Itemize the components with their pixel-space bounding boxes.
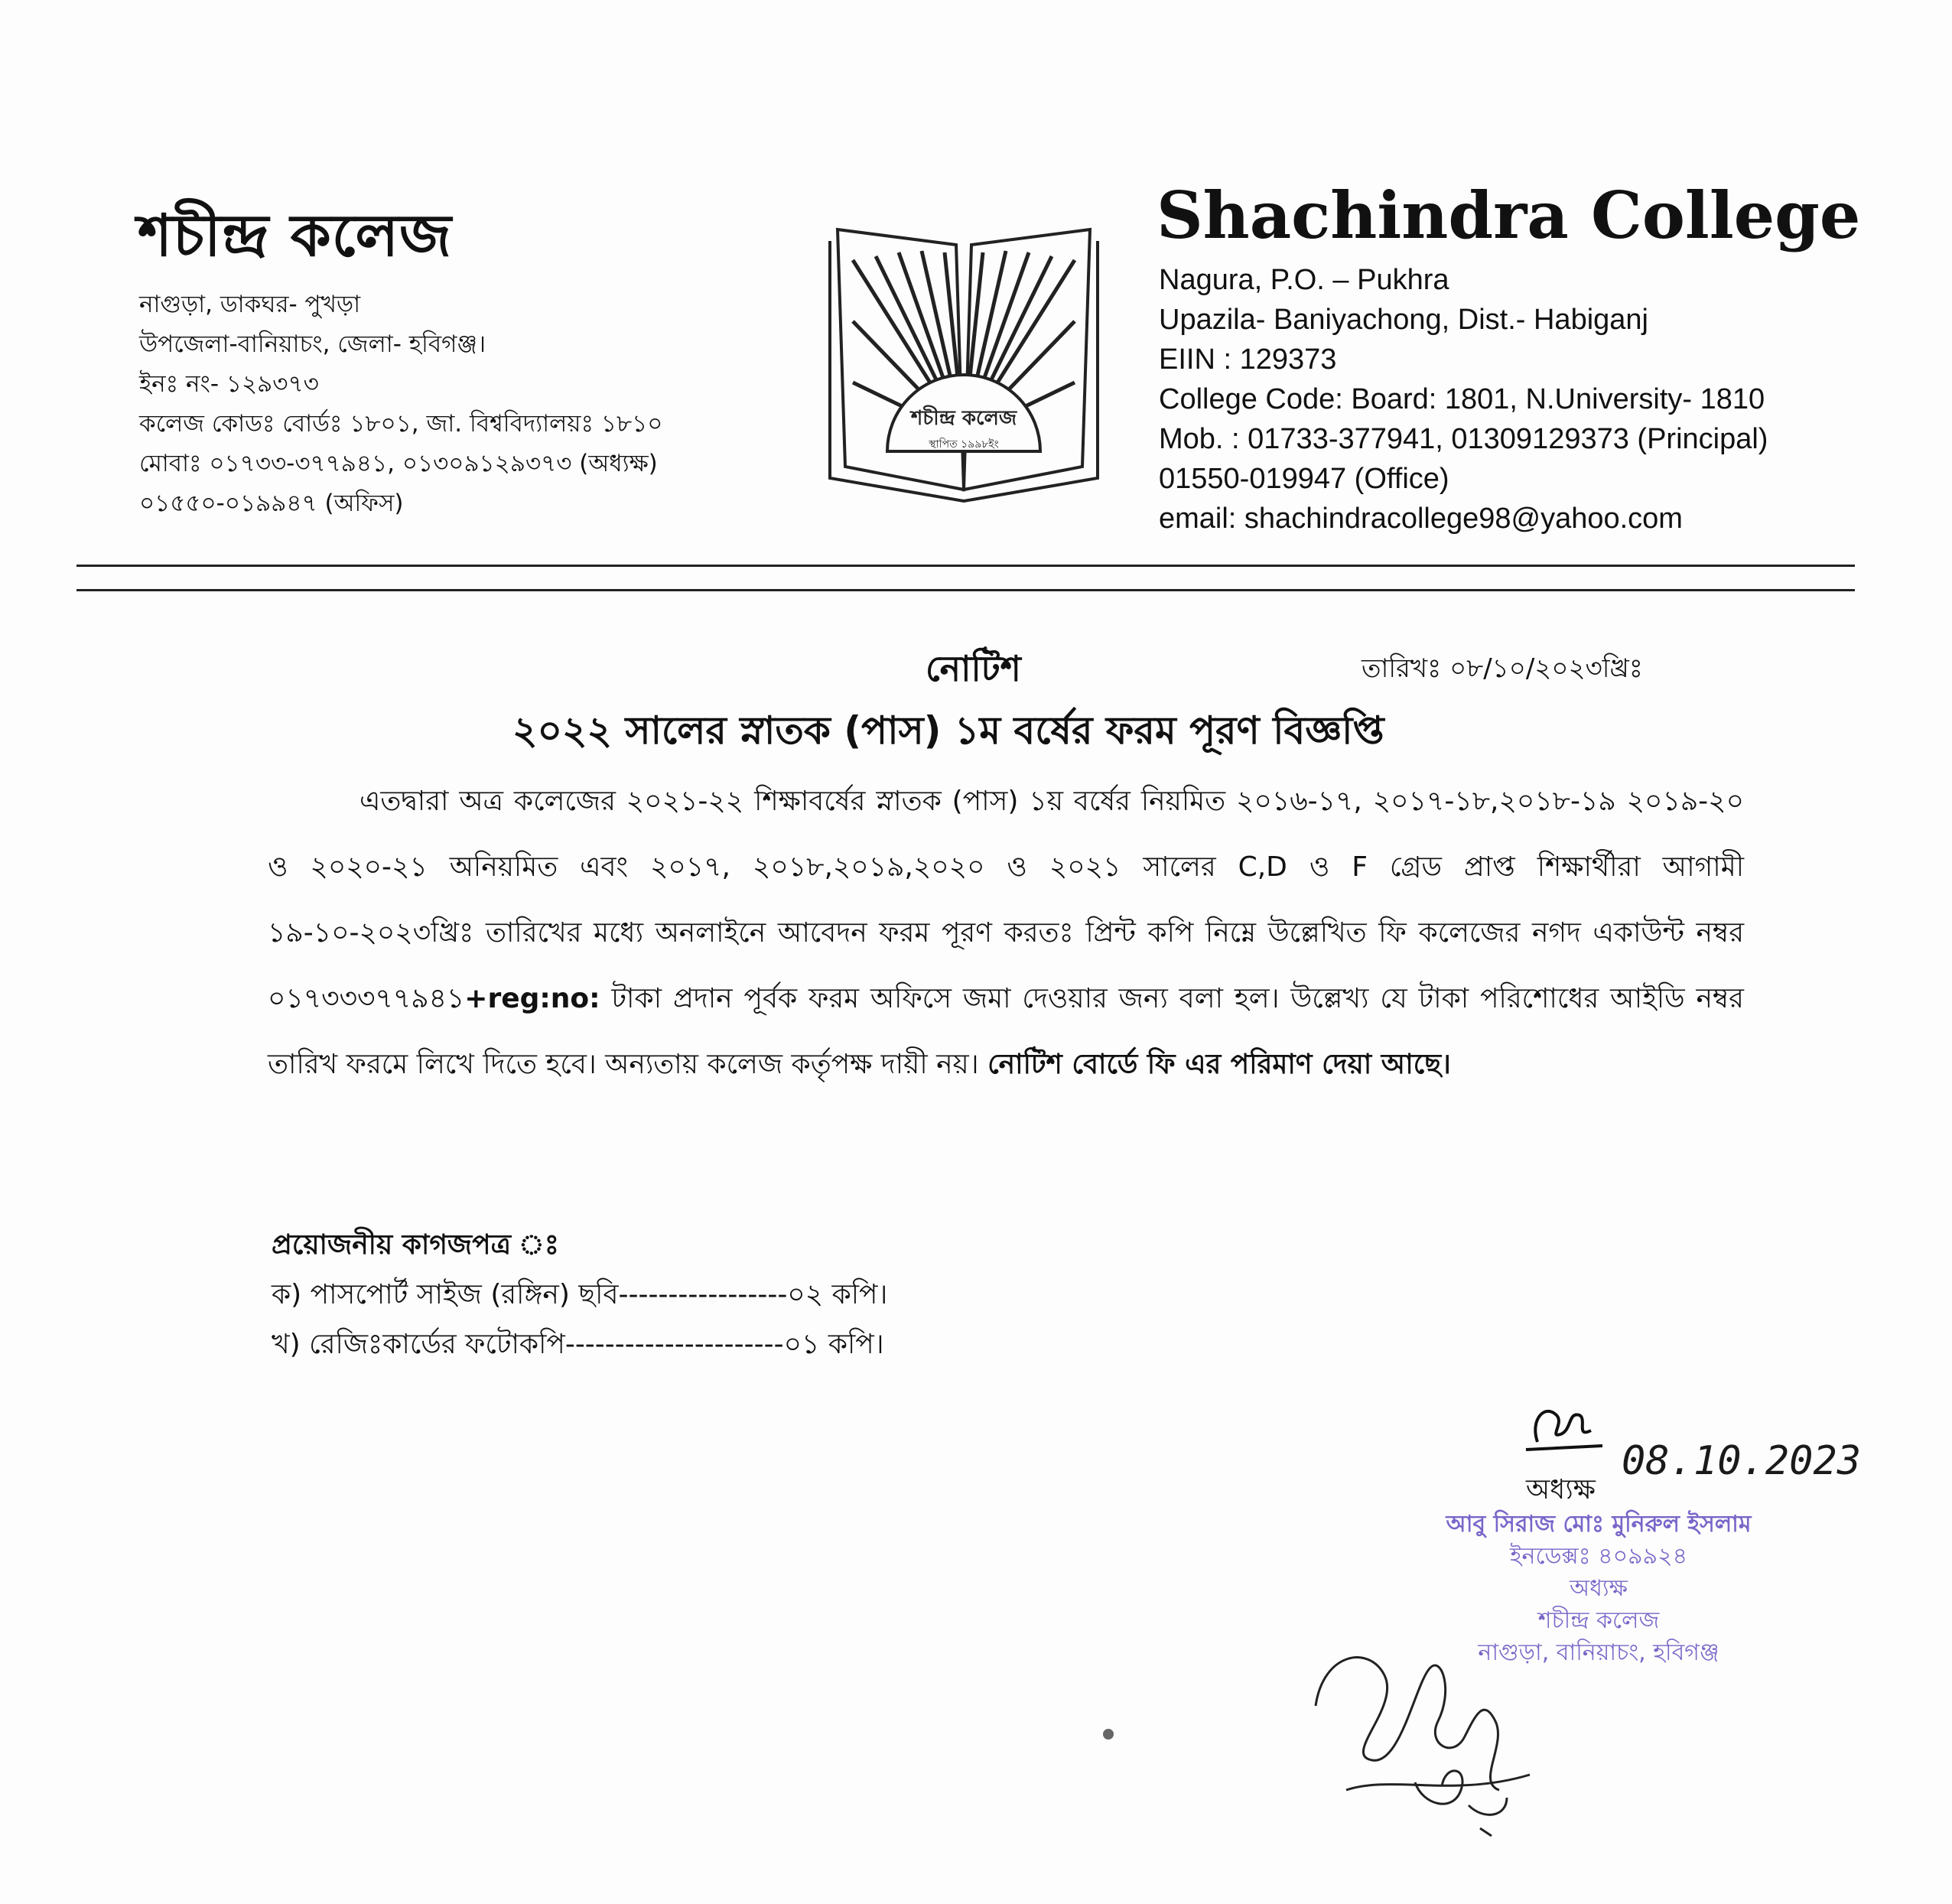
logo-text-bottom: স্থাপিত ১৯৯৮ইং — [929, 438, 999, 451]
office-phone-english: 01550-019947 (Office) — [1159, 463, 1449, 495]
stamp-college: শচীন্দ্র কলেজ — [1537, 1607, 1660, 1634]
college-address-english — [1159, 260, 1768, 539]
header-divider — [76, 589, 1855, 591]
address-line: উপজেলা-বানিয়াচং, জেলা- হবিগঞ্জ। — [139, 330, 486, 358]
header-divider — [76, 565, 1855, 567]
notice-date: তারিখঃ ০৮/১০/২০২৩খ্রিঃ — [1362, 653, 1643, 684]
college-address-bangla — [139, 285, 662, 523]
documents-heading: প্রয়োজনীয় কাগজপত্র ঃ — [272, 1229, 559, 1261]
notice-body-text: টাকা প্রদান পূর্বক ফরম অফিসে জমা দেওয়ার জন্য বলা হল। উল্লেখ্য যে টাকা পরিশোধের আইডি নম্বর তারিখ ফরমে লিখে দিতে হবে। অন্যতায় কলেজ কর্তৃপক্ষ দায়ী নয়। — [268, 983, 1744, 1080]
college-name-english: Shachindra College — [1157, 177, 1861, 253]
college-code-english: College Code: Board: 1801, N.University- 1810 — [1159, 383, 1765, 415]
handwritten-signature-icon — [1300, 1606, 1553, 1844]
ink-speck — [1103, 1729, 1114, 1740]
mobile-english: Mob. : 01733-377941, 01309129373 (Principal) — [1159, 423, 1768, 455]
open-book-sunburst-logo-icon — [822, 214, 1105, 505]
mobile-bangla: মোবাঃ ০১৭৩৩-৩৭৭৯৪১, ০১৩০৯১২৯৩৭৩ (অধ্যক্ষ) — [139, 450, 658, 477]
notice-body-bold: +reg:no: — [464, 983, 600, 1014]
notice-body-text: এতদ্বারা অত্র কলেজের ২০২১-২২ শিক্ষাবর্ষের স্নাতক (পাস) ১য় বর্ষের নিয়মিত ২০১৬-১৭, ২০১৭-১৮,২০১৮-১৯ ২০১৯-২০ ও ২০২০-২১ অনিয়মিত এবং ২০১৭, ২০১৮,২০১৯,২০২০ ও ২০২১ সালের C,D ও F গ্রেড প্রাপ্ত শিক্ষার্থীরা আগামী ১৯-১০-২০২৩খ্রিঃ তারিখের মধ্যে অনলাইনে আবেদন ফরম পূরণ করতঃ প্রিন্ট কপি নিম্নে উল্লেখিত ফি কলেজের নগদ একাউন্ট নম্বর ০১৭৩৩৩৭৭৯৪১ — [268, 786, 1744, 1014]
stamp-name: আবু সিরাজ মোঃ মুনিরুল ইসলাম — [1446, 1511, 1752, 1538]
notice-subject: ২০২২ সালের স্নাতক (পাস) ১ম বর্ষের ফরম পূরণ বিজ্ঞপ্তি — [512, 708, 1384, 753]
stamp-role: অধ্যক্ষ — [1570, 1575, 1628, 1602]
address-line: Nagura, P.O. – Pukhra — [1159, 264, 1449, 296]
signatory-role: অধ্যক্ষ — [1526, 1474, 1596, 1505]
notice-body — [268, 769, 1744, 1098]
document-item: খ) রেজিঃকার্ডের ফটোকপি----------------------০১ কপি। — [272, 1329, 884, 1360]
stamp-address: নাগুড়া, বানিয়াচং, হবিগঞ্জ — [1478, 1639, 1719, 1666]
eiin-english: EIIN : 129373 — [1159, 343, 1337, 376]
principal-signature-icon — [1522, 1396, 1606, 1457]
college-code-bangla: কলেজ কোডঃ বোর্ডঃ ১৮০১, জা. বিশ্ববিদ্যালয়ঃ ১৮১০ — [139, 410, 663, 438]
address-line: নাগুড়া, ডাকঘর- পুখড়া — [139, 291, 361, 318]
logo-text-top: শচীন্দ্র কলেজ — [910, 407, 1017, 430]
address-line: Upazila- Baniyachong, Dist.- Habiganj — [1159, 304, 1648, 336]
email-english: email: shachindracollege98@yahoo.com — [1159, 503, 1683, 535]
eiin-bangla: ইনঃ নং- ১২৯৩৭৩ — [139, 370, 319, 398]
stamp-index: ইনডেক্সঃ ৪০৯৯২৪ — [1509, 1543, 1688, 1570]
college-name-bangla: শচীন্দ্র কলেজ — [138, 201, 452, 269]
office-phone-bangla: ০১৫৫০-০১৯৯৪৭ (অফিস) — [139, 490, 404, 517]
document-item: ক) পাসপোর্ট সাইজ (রঙ্গিন) ছবি-----------------০২ কপি। — [272, 1279, 888, 1310]
notice-body-bold: নোটিশ বোর্ডে ফি এর পরিমাণ দেয়া আছে। — [987, 1049, 1451, 1080]
notice-title: নোটিশ — [926, 648, 1021, 689]
handwritten-date: 08.10.2023 — [1622, 1438, 1862, 1484]
